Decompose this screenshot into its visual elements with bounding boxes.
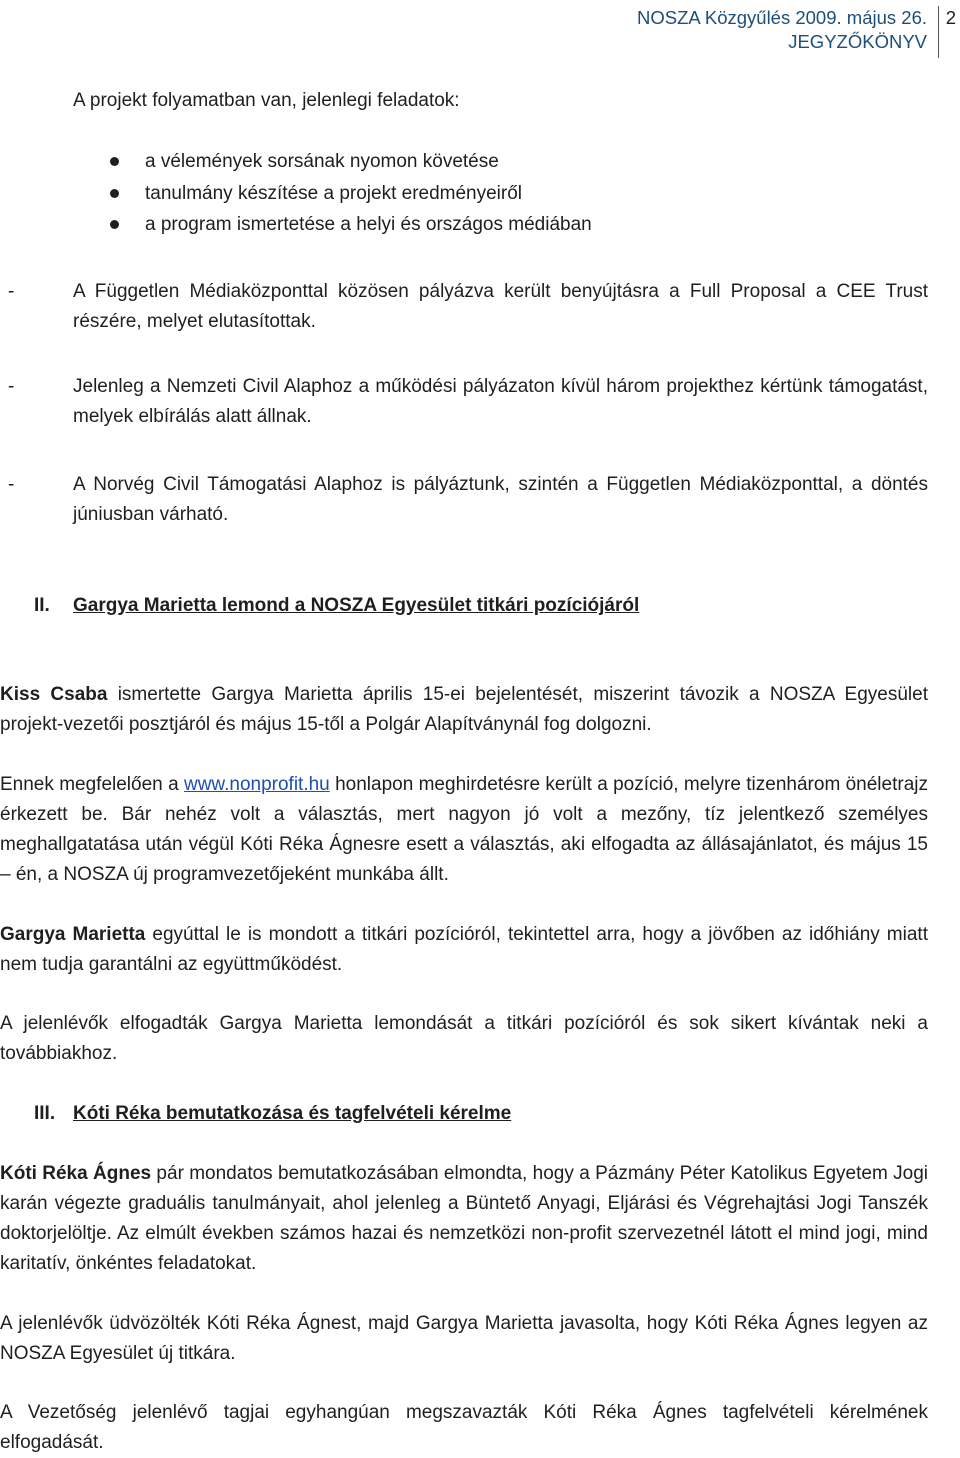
paragraph-text: ismertette Gargya Marietta április 15-ei bejelentését, miszerint távozik a NOSZA Egyesület projekt-vezetői posztjáról és május 15-től a Polgár Alapítványnál fog dolgozni. xyxy=(0,684,928,735)
section-number: II. xyxy=(34,595,50,616)
dash-item-text: Jelenleg a Nemzeti Civil Alaphoz a működési pályázaton kívül három projekthez kértünk támogatást, melyek elbírálás alatt állnak. xyxy=(73,376,928,427)
paragraph xyxy=(0,1159,928,1279)
dash-marker: - xyxy=(8,281,15,302)
person-name: Kiss Csaba xyxy=(0,684,108,705)
section-title: Kóti Réka bemutatkozása és tagfelvételi kérelme xyxy=(73,1103,512,1124)
paragraph-text: honlapon meghirdetésre került a pozíció, melyre tizenhárom önéletrajz érkezett be. Bár nehéz volt a választás, mert nagyon jó volt a mezőny, tíz jelentkező személyes meghallgatatása után végül Kóti Réka Ágnesre esett a választás, aki elfogadta az állásajánlatot, és május 15 – én, a NOSZA új programvezetőjeként munkába állt. xyxy=(0,774,928,885)
paragraph xyxy=(0,920,928,980)
header-subtitle: JEGYZŐKÖNYV xyxy=(788,31,927,52)
header-divider xyxy=(938,6,939,58)
section-number: III. xyxy=(34,1103,56,1124)
nonprofit-link[interactable]: www.nonprofit.hu xyxy=(183,774,330,795)
paragraph xyxy=(0,770,928,890)
paragraph xyxy=(0,1398,928,1458)
paragraph-text: egyúttal le is mondott a titkári pozícióról, tekintettel arra, hogy a jövőben az időhiány miatt nem tudja garantálni az együttműködést. xyxy=(0,924,928,975)
dash-marker: - xyxy=(8,376,15,397)
intro-text: A projekt folyamatban van, jelenlegi feladatok: xyxy=(73,90,460,111)
task-list xyxy=(107,146,592,241)
dash-item xyxy=(0,470,928,530)
list-item: a program ismertetése a helyi és országos médiában xyxy=(107,209,592,241)
page-header xyxy=(637,6,927,54)
paragraph-text: pár mondatos bemutatkozásában elmondta, hogy a Pázmány Péter Katolikus Egyetem Jogi karán végezte graduális tanulmányait, ahol jelenleg a Büntető Anyagi, Eljárási és Végrehajtási Jogi Tanszék doktorjelöltje. Az elmúlt években számos hazai és nemzetközi non-profit szervezetnél látott el mind jogi, mind karitatív, önkéntes feladatokat. xyxy=(0,1163,928,1274)
paragraph xyxy=(0,1009,928,1069)
paragraph-text: A jelenlévők elfogadták Gargya Marietta lemondását a titkári pozícióról és sok sikert kívántak neki a továbbiakhoz. xyxy=(0,1013,928,1064)
section-title: Gargya Marietta lemond a NOSZA Egyesület titkári pozíciójáról xyxy=(73,595,640,616)
paragraph xyxy=(0,1309,928,1369)
dash-item xyxy=(0,277,928,337)
person-name: Gargya Marietta xyxy=(0,924,146,945)
dash-item-text: A Független Médiaközponttal közösen pályázva került benyújtásra a Full Proposal a CEE Trust részére, melyet elutasítottak. xyxy=(73,281,928,332)
dash-item xyxy=(0,372,928,432)
header-title: NOSZA Közgyűlés 2009. május 26. xyxy=(637,7,927,28)
paragraph-text: A Vezetőség jelenlévő tagjai egyhangúan megszavazták Kóti Réka Ágnes tagfelvételi kérelmének elfogadását. xyxy=(0,1402,928,1453)
paragraph-text: Ennek megfelelően a xyxy=(0,774,184,795)
paragraph xyxy=(0,680,928,740)
page-number: 2 xyxy=(945,7,956,28)
dash-marker: - xyxy=(8,474,15,495)
dash-item-text: A Norvég Civil Támogatási Alaphoz is pályáztunk, szintén a Független Médiaközponttal, a döntés júniusban várható. xyxy=(73,474,928,525)
person-name: Kóti Réka Ágnes xyxy=(0,1163,152,1184)
paragraph-text: A jelenlévők üdvözölték Kóti Réka Ágnest, majd Gargya Marietta javasolta, hogy Kóti Réka Ágnes legyen az NOSZA Egyesület új titkára. xyxy=(0,1313,928,1364)
list-item: a vélemények sorsának nyomon követése xyxy=(107,146,592,178)
list-item: tanulmány készítése a projekt eredményeiről xyxy=(107,178,592,210)
